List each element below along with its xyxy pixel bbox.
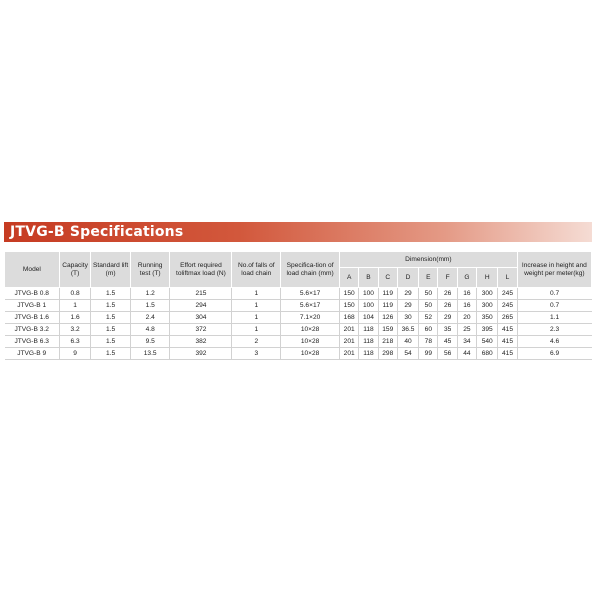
cell-dim-l: 265 — [498, 312, 517, 324]
cell-dim-f: 56 — [438, 348, 457, 360]
cell-standard-lift: 1.5 — [91, 336, 131, 348]
cell-dim-e: 50 — [419, 300, 438, 312]
cell-dim-b: 104 — [359, 312, 378, 324]
cell-dim-g: 16 — [457, 300, 476, 312]
cell-falls: 1 — [232, 300, 281, 312]
cell-capacity: 6.3 — [59, 336, 90, 348]
cell-dim-d: 30 — [397, 312, 418, 324]
cell-increase: 0.7 — [517, 288, 591, 300]
cell-dim-b: 118 — [359, 348, 378, 360]
cell-dim-h: 395 — [477, 324, 498, 336]
cell-dim-b: 100 — [359, 288, 378, 300]
cell-dim-b: 100 — [359, 300, 378, 312]
table-row — [5, 288, 592, 300]
cell-dim-f: 29 — [438, 312, 457, 324]
cell-dim-a: 201 — [340, 348, 359, 360]
cell-chain-spec: 10×28 — [281, 336, 340, 348]
header-standard-lift: Standard lift (m) — [91, 252, 131, 288]
header-increase: Increase in height and weight per meter(kg) — [517, 252, 591, 288]
cell-standard-lift: 1.5 — [91, 312, 131, 324]
header-model: Model — [5, 252, 60, 288]
cell-effort: 382 — [170, 336, 232, 348]
cell-model: JTVG-B 3.2 — [5, 324, 60, 336]
cell-dim-a: 150 — [340, 288, 359, 300]
table-row — [5, 324, 592, 336]
cell-dim-g: 25 — [457, 324, 476, 336]
cell-dim-d: 29 — [397, 288, 418, 300]
cell-dim-g: 44 — [457, 348, 476, 360]
cell-dim-c: 119 — [378, 288, 397, 300]
cell-dim-h: 350 — [477, 312, 498, 324]
cell-chain-spec: 10×28 — [281, 348, 340, 360]
cell-dim-a: 201 — [340, 324, 359, 336]
cell-dim-b: 118 — [359, 324, 378, 336]
table-row — [5, 300, 592, 312]
cell-capacity: 9 — [59, 348, 90, 360]
header-capacity: Capacity (T) — [59, 252, 90, 288]
cell-increase: 6.9 — [517, 348, 591, 360]
cell-capacity: 1 — [59, 300, 90, 312]
cell-running-test: 1.2 — [130, 288, 170, 300]
header-dim-g: G — [457, 268, 476, 288]
cell-capacity: 1.6 — [59, 312, 90, 324]
cell-dim-h: 680 — [477, 348, 498, 360]
cell-chain-spec: 10×28 — [281, 324, 340, 336]
cell-dim-c: 126 — [378, 312, 397, 324]
header-effort: Effort required toliftmax load (N) — [170, 252, 232, 288]
cell-falls: 2 — [232, 336, 281, 348]
cell-increase: 1.1 — [517, 312, 591, 324]
cell-dim-g: 34 — [457, 336, 476, 348]
cell-effort: 215 — [170, 288, 232, 300]
cell-dim-l: 415 — [498, 336, 517, 348]
page-title: JTVG-B Specifications — [10, 224, 184, 240]
cell-dim-a: 168 — [340, 312, 359, 324]
header-falls: No.of falls of load chain — [232, 252, 281, 288]
cell-falls: 1 — [232, 324, 281, 336]
header-dim-h: H — [477, 268, 498, 288]
cell-model: JTVG-B 9 — [5, 348, 60, 360]
cell-dim-h: 300 — [477, 288, 498, 300]
cell-dim-b: 118 — [359, 336, 378, 348]
cell-dim-c: 119 — [378, 300, 397, 312]
cell-capacity: 3.2 — [59, 324, 90, 336]
table-body — [5, 288, 592, 360]
header-dim-f: F — [438, 268, 457, 288]
cell-running-test: 13.5 — [130, 348, 170, 360]
cell-standard-lift: 1.5 — [91, 300, 131, 312]
cell-dim-h: 540 — [477, 336, 498, 348]
table-row — [5, 348, 592, 360]
cell-dim-e: 50 — [419, 288, 438, 300]
cell-falls: 1 — [232, 288, 281, 300]
cell-effort: 372 — [170, 324, 232, 336]
cell-standard-lift: 1.5 — [91, 324, 131, 336]
cell-dim-d: 54 — [397, 348, 418, 360]
cell-dim-c: 218 — [378, 336, 397, 348]
cell-dim-g: 16 — [457, 288, 476, 300]
table-row — [5, 336, 592, 348]
cell-increase: 0.7 — [517, 300, 591, 312]
cell-chain-spec: 5.6×17 — [281, 300, 340, 312]
cell-standard-lift: 1.5 — [91, 288, 131, 300]
header-dim-e: E — [419, 268, 438, 288]
header-running-test: Running test (T) — [130, 252, 170, 288]
cell-dim-e: 52 — [419, 312, 438, 324]
header-dim-l: L — [498, 268, 517, 288]
cell-dim-c: 298 — [378, 348, 397, 360]
cell-dim-f: 35 — [438, 324, 457, 336]
cell-dim-l: 415 — [498, 324, 517, 336]
header-chain-spec: Specifica-tion of load chain (mm) — [281, 252, 340, 288]
cell-model: JTVG-B 1 — [5, 300, 60, 312]
cell-dim-e: 99 — [419, 348, 438, 360]
header-dim-d: D — [397, 268, 418, 288]
cell-dim-d: 29 — [397, 300, 418, 312]
cell-dim-e: 60 — [419, 324, 438, 336]
title-banner — [4, 222, 592, 242]
cell-capacity: 0.8 — [59, 288, 90, 300]
cell-dim-f: 45 — [438, 336, 457, 348]
cell-increase: 2.3 — [517, 324, 591, 336]
cell-running-test: 1.5 — [130, 300, 170, 312]
cell-chain-spec: 5.6×17 — [281, 288, 340, 300]
cell-running-test: 4.8 — [130, 324, 170, 336]
cell-running-test: 2.4 — [130, 312, 170, 324]
cell-running-test: 9.5 — [130, 336, 170, 348]
cell-standard-lift: 1.5 — [91, 348, 131, 360]
cell-chain-spec: 7.1×20 — [281, 312, 340, 324]
table-header-row — [5, 252, 592, 268]
cell-model: JTVG-B 0.8 — [5, 288, 60, 300]
cell-dim-d: 36.5 — [397, 324, 418, 336]
cell-dim-l: 415 — [498, 348, 517, 360]
cell-dim-h: 300 — [477, 300, 498, 312]
header-dimension: Dimension(mm) — [340, 252, 518, 268]
cell-dim-e: 78 — [419, 336, 438, 348]
cell-dim-a: 150 — [340, 300, 359, 312]
cell-dim-a: 201 — [340, 336, 359, 348]
cell-dim-c: 159 — [378, 324, 397, 336]
cell-model: JTVG-B 1.6 — [5, 312, 60, 324]
specifications-table — [4, 251, 592, 360]
cell-effort: 392 — [170, 348, 232, 360]
cell-dim-l: 245 — [498, 300, 517, 312]
cell-dim-l: 245 — [498, 288, 517, 300]
cell-increase: 4.6 — [517, 336, 591, 348]
cell-falls: 1 — [232, 312, 281, 324]
cell-dim-f: 26 — [438, 300, 457, 312]
cell-model: JTVG-B 6.3 — [5, 336, 60, 348]
header-dim-c: C — [378, 268, 397, 288]
cell-dim-d: 40 — [397, 336, 418, 348]
cell-dim-f: 26 — [438, 288, 457, 300]
cell-effort: 304 — [170, 312, 232, 324]
cell-falls: 3 — [232, 348, 281, 360]
header-dim-b: B — [359, 268, 378, 288]
cell-dim-g: 20 — [457, 312, 476, 324]
cell-effort: 294 — [170, 300, 232, 312]
header-dim-a: A — [340, 268, 359, 288]
table-row — [5, 312, 592, 324]
